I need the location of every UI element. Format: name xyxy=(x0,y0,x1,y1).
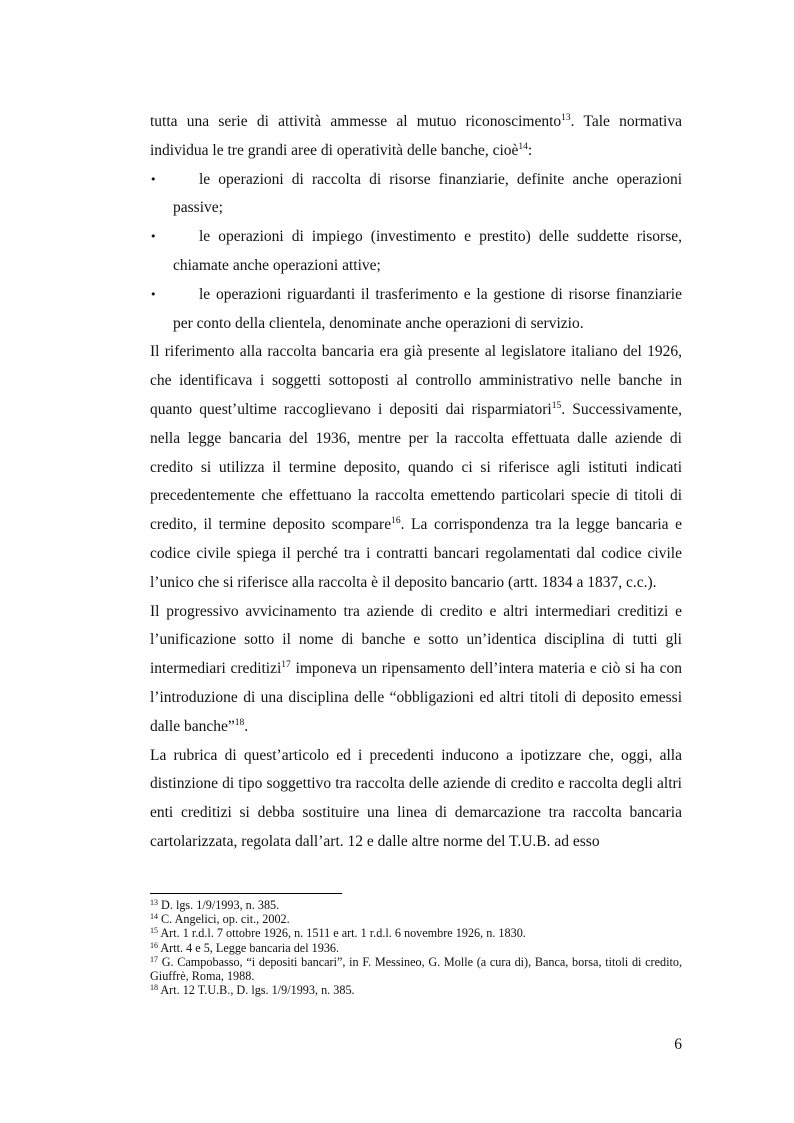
list-item: • le operazioni di impiego (investimento e prestito) delle suddette risorse, chiamate anche operazioni attive; xyxy=(150,223,682,281)
paragraph-avvicinamento: Il progressivo avvicinamento tra aziende di credito e altri intermediari creditizi e l’unificazione sotto il nome di banche e sotto un’identica disciplina di tutti gli intermediari creditizi$^{17}$ imponeva un ripensamento dell’intera materia e ciò si ha con l’introduzione di una disciplina delle “obbligazioni ed altri titoli di deposito emessi dalle banche”$^{18}$. xyxy=(150,602,682,735)
bullet-icon: • xyxy=(150,287,157,301)
footnotes xyxy=(150,898,682,997)
footnote-ref-13[interactable]: 13 xyxy=(561,113,571,123)
bullet-icon: • xyxy=(150,230,157,244)
footnote-ref-18[interactable]: 18 xyxy=(234,717,245,728)
bullet-icon: • xyxy=(150,172,157,186)
footnote-16: $^{16}$ Artt. 4 e 5, Legge bancaria del 1936. xyxy=(150,940,340,955)
paragraph-rubrica: La rubrica di quest’articolo ed i precedenti inducono a ipotizzare che, oggi, alla distinzione di tipo soggettivo tra raccolta delle aziende di credito e raccolta degli altri enti creditizi si debba sostituire una linea di demarcazione tra raccolta bancaria cartolarizzata, regolata dall’art. 12 e dalle altre norme del T.U.B. ad esso xyxy=(150,746,682,850)
list-item: • le operazioni riguardanti il trasferimento e la gestione di risorse finanziarie per conto della clientela, denominate anche operazioni di servizio. xyxy=(150,281,682,339)
footnote-ref-17[interactable]: 17 xyxy=(281,660,291,671)
body-text xyxy=(150,108,682,857)
list-item: • le operazioni di raccolta di risorse finanziarie, definite anche operazioni passive; xyxy=(150,166,682,224)
footnote-divider xyxy=(150,893,342,894)
footnote-14: $^{14}$ C. Angelici, op. cit., 2002. xyxy=(150,912,290,927)
footnote-15: $^{15}$ Art. 1 r.d.l. 7 ottobre 1926, n. 1511 e art. 1 r.d.l. 6 novembre 1926, n. 1830. xyxy=(150,926,526,941)
page-number: 6 xyxy=(674,1036,682,1053)
operations-list xyxy=(150,166,682,339)
footnote-17: $^{17}$ G. Campobasso, “i depositi bancari”, in F. Messineo, G. Molle (a cura di), Banca, borsa, titoli di credito, Giuffrè, Roma, 1988. xyxy=(150,954,683,984)
intro-paragraph: tutta una serie di attività ammesse al mutuo riconoscimento$^{13}$. Tale normativa individua le tre grandi aree di operatività delle banche, cioè$^{14}$: xyxy=(150,113,682,159)
footnote-ref-14[interactable]: 14 xyxy=(518,141,528,152)
footnote-13: $^{13}$ D. lgs. 1/9/1993, n. 385. xyxy=(150,898,280,912)
footnote-ref-16[interactable]: 16 xyxy=(391,516,401,527)
footnote-18: $^{18}$ Art. 12 T.U.B., D. lgs. 1/9/1993, n. 385. xyxy=(150,983,355,998)
footnote-ref-15[interactable]: 15 xyxy=(551,400,562,411)
paragraph-raccolta-1926: Il riferimento alla raccolta bancaria era già presente al legislatore italiano del 1926, che identificava i soggetti sottoposti al controllo amministrativo nelle banche in quanto quest’ultime raccoglievano i depositi dai risparmiatori$^{15}$. Successivamente, nella legge bancaria del 1936, mentre per la raccolta effettuata dalle aziende di credito si utilizza il termine deposito, quando ci si riferisce agli istituti indicati precedentemente che effettuano la raccolta emettendo particolari specie di titoli di credito, il termine deposito scompare$^{16}$. La corrispondenza tra la legge bancaria e codice civile spiega il perché tra i contratti bancari regolamentati dal codice civile l’unico che si riferisce alla raccolta è il deposito bancario (artt. 1834 a 1837, c.c.). xyxy=(150,343,682,591)
